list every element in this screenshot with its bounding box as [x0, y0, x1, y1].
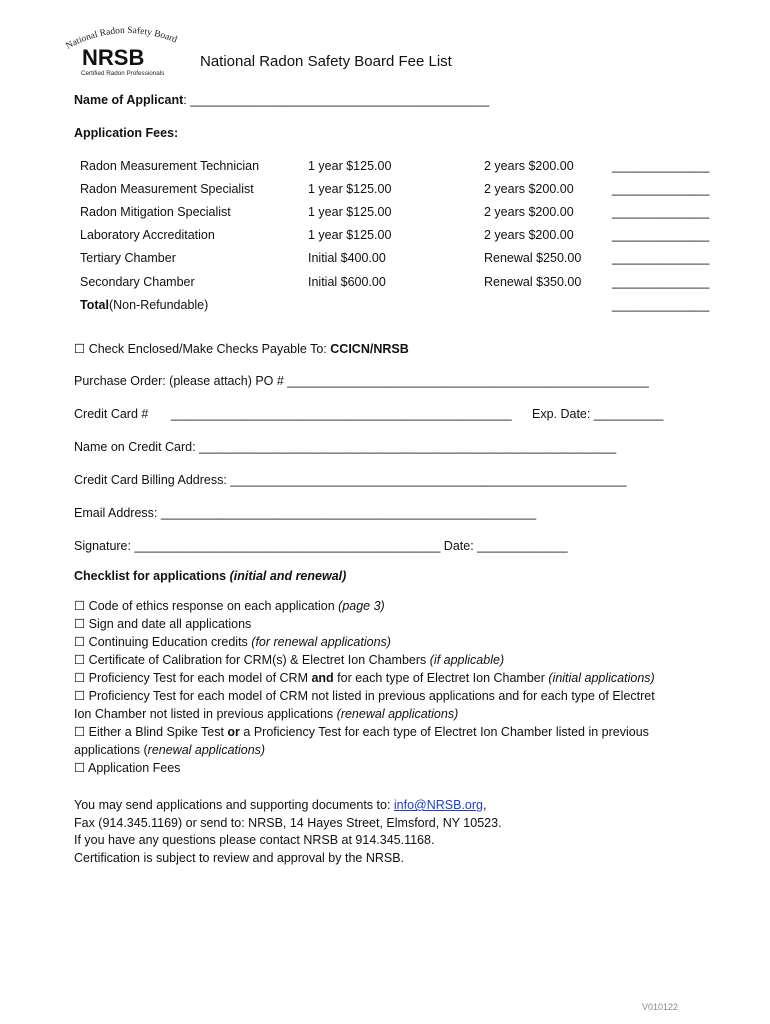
applicant-label: Name of Applicant: [74, 93, 184, 107]
page-title: National Radon Safety Board Fee List: [200, 53, 452, 70]
checklist: [74, 597, 674, 777]
fee-amount-line[interactable]: ______________: [612, 251, 710, 265]
fee-term1: Initial $400.00: [308, 251, 386, 265]
fee-amount-line[interactable]: ______________: [612, 228, 710, 242]
fee-term1: 1 year $125.00: [308, 228, 392, 242]
fee-amount-line[interactable]: ______________: [612, 159, 710, 173]
credit-card-number-field[interactable]: _________________________________________________: [171, 407, 512, 421]
fee-amount-line[interactable]: ______________: [612, 275, 710, 289]
fee-term1: 1 year $125.00: [308, 182, 392, 196]
checklist-item[interactable]: ☐ Application Fees: [74, 761, 181, 775]
billing-address-field[interactable]: Credit Card Billing Address: _________________________________________________________: [74, 473, 627, 487]
checklist-item[interactable]: ☐ Proficiency Test for each model of CRM and for each type of Electret Ion Chamber (initial applications): [74, 671, 655, 685]
total-label: Total (Non-Refundable): [80, 298, 209, 312]
check-enclosed-option[interactable]: ☐ Check Enclosed/Make Checks Payable To: CCICN/NRSB: [74, 342, 409, 356]
purchase-order-field[interactable]: Purchase Order: (please attach) PO # ____________________________________________________: [74, 374, 649, 388]
fee-amount-line[interactable]: ______________: [612, 205, 710, 219]
fee-term1: Initial $600.00: [308, 275, 386, 289]
fee-name: Radon Measurement Specialist: [80, 182, 254, 196]
payee-name: CCICN/NRSB: [330, 342, 409, 356]
checklist-heading: Checklist for applications (initial and renewal): [74, 569, 347, 583]
email-link[interactable]: info@NRSB.org: [393, 798, 484, 812]
fee-name: Radon Measurement Technician: [80, 159, 260, 173]
fee-row: [80, 251, 720, 269]
fee-term1: 1 year $125.00: [308, 205, 392, 219]
fee-term2: 2 years $200.00: [484, 228, 574, 242]
fees-heading: Application Fees:: [74, 126, 179, 140]
fax-address-line: Fax (914.345.1169) or send to: NRSB, 14 Hayes Street, Elmsford, NY 10523.: [74, 815, 502, 830]
fee-term2: Renewal $350.00: [484, 275, 582, 289]
total-row: [80, 298, 720, 316]
fee-name: Laboratory Accreditation: [80, 228, 215, 242]
fee-amount-line[interactable]: ______________: [612, 182, 710, 196]
contact-info: You may send applications and supporting documents to: info@NRSB.org, Fax (914.345.1169) or send to: NRSB, 14 Hayes Street, Elmsford, NY 10523. If you have any questions please contact NRSB at 914.345.1168. Certification is subject to review and approval by the NRSB.: [74, 797, 502, 867]
fee-row: [80, 159, 720, 177]
fee-name: Tertiary Chamber: [80, 251, 176, 265]
checklist-item[interactable]: ☐ Either a Blind Spike Test or a Proficiency Test for each type of Electret Ion Chamber listed in previous applications (renewal applications): [74, 725, 649, 757]
fee-name: Radon Mitigation Specialist: [80, 205, 231, 219]
checkbox[interactable]: ☐: [74, 342, 86, 356]
email-address-field[interactable]: Email Address: ______________________________________________________: [74, 506, 537, 520]
certification-note: Certification is subject to review and approval by the NRSB.: [74, 850, 405, 865]
logo-subtitle: Certified Radon Professionals: [81, 70, 165, 77]
exp-date-field[interactable]: Exp. Date: __________: [532, 407, 664, 421]
signature-date-field[interactable]: Signature: ____________________________________________ Date: _____________: [74, 539, 568, 553]
applicant-line: : ___________________________________________: [183, 93, 490, 107]
logo-arc-text: National Radon Safety Board: [64, 25, 179, 52]
checklist-item[interactable]: ☐ Code of ethics response on each application (page 3): [74, 599, 385, 613]
fee-term2: 2 years $200.00: [484, 182, 574, 196]
checklist-item[interactable]: ☐ Proficiency Test for each model of CRM not listed in previous applications and for each type of Electret Ion Chamber not listed in previous applications (renewal applications): [74, 689, 655, 721]
fee-term2: 2 years $200.00: [484, 205, 574, 219]
total-amount-line[interactable]: ______________: [612, 298, 710, 312]
phone-line: If you have any questions please contact NRSB at 914.345.1168.: [74, 833, 435, 847]
fee-term1: 1 year $125.00: [308, 159, 392, 173]
name-on-card-field[interactable]: Name on Credit Card: ____________________________________________________________: [74, 440, 617, 454]
checklist-item[interactable]: ☐ Continuing Education credits (for renewal applications): [74, 635, 391, 649]
applicant-name-field[interactable]: [74, 93, 489, 107]
fee-name: Secondary Chamber: [80, 275, 195, 289]
fee-term2: Renewal $250.00: [484, 251, 582, 265]
fee-term2: 2 years $200.00: [484, 159, 574, 173]
logo-acronym: NRSB: [82, 45, 145, 70]
credit-card-label: Credit Card #: [74, 407, 149, 421]
version-label: V010122: [641, 1002, 678, 1012]
nrsb-logo: [60, 22, 190, 82]
fee-row: [80, 228, 720, 246]
fee-row: [80, 182, 720, 200]
fee-row: [80, 205, 720, 223]
checklist-item[interactable]: ☐ Sign and date all applications: [74, 617, 252, 631]
checklist-item[interactable]: ☐ Certificate of Calibration for CRM(s) & Electret Ion Chambers (if applicable): [74, 653, 505, 667]
fee-row: [80, 275, 720, 293]
